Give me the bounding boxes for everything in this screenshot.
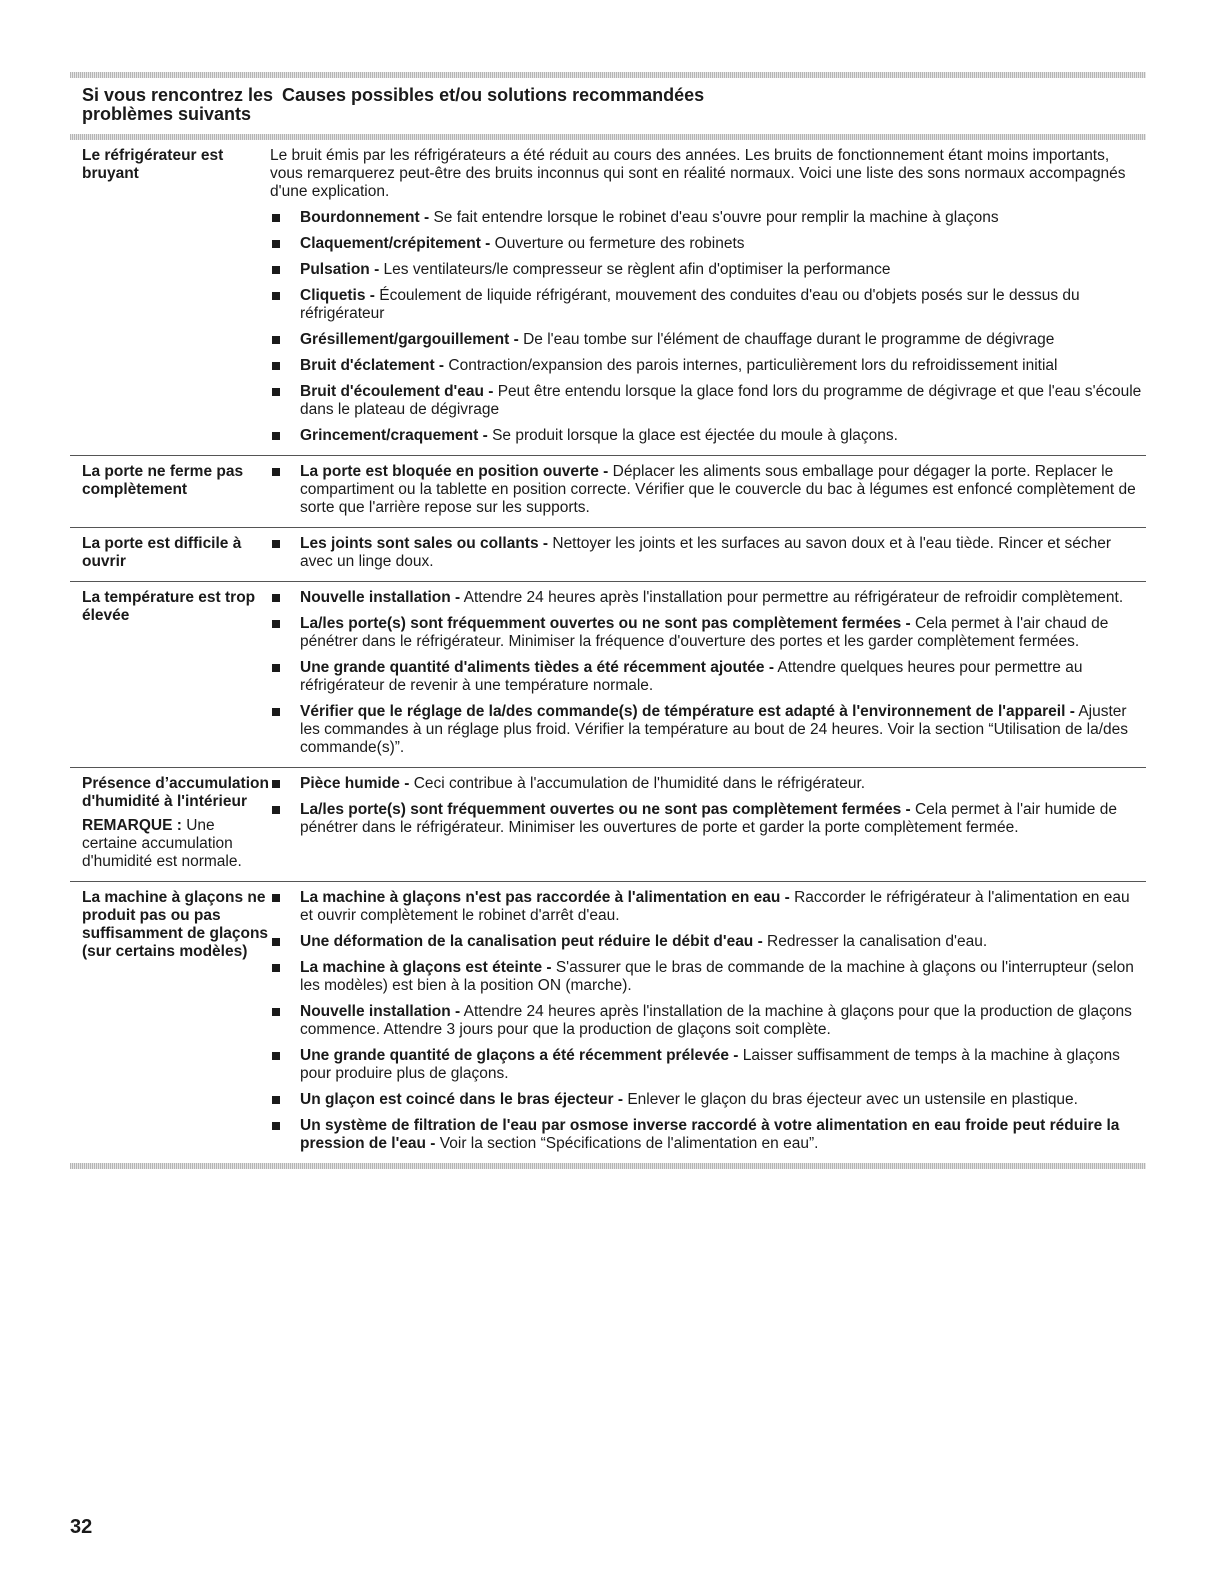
list-item bbox=[270, 1117, 1146, 1153]
item-text: Les ventilateurs/le compresseur se règlent afin d'optimiser la performance bbox=[379, 261, 891, 278]
list-item bbox=[270, 1091, 1146, 1109]
list-item bbox=[270, 463, 1146, 517]
item-title: Nouvelle installation - bbox=[300, 1003, 461, 1020]
note-label: REMARQUE : bbox=[82, 817, 182, 834]
table-body bbox=[70, 140, 1146, 1163]
table-row bbox=[70, 881, 1146, 1163]
item-title: La porte est bloquée en position ouverte - bbox=[300, 463, 609, 480]
item-text: Redresser la canalisation d'eau. bbox=[762, 933, 988, 950]
item-text: Attendre 24 heures après l'installation de la machine à glaçons pour que la production de glaçons commence. Attendre 3 jours pour que la production de glaçons soit complète. bbox=[300, 1003, 1132, 1038]
list-item bbox=[270, 383, 1146, 419]
item-title: Bruit d'écoulement d'eau - bbox=[300, 383, 494, 400]
item-text: Attendre quelques heures pour permettre au réfrigérateur de revenir à une température normale. bbox=[300, 659, 1083, 694]
item-text: Contraction/expansion des parois internes, particulièrement lors du refroidissement initial bbox=[444, 357, 1058, 374]
item-text: Ouverture ou fermeture des robinets bbox=[490, 235, 745, 252]
item-text: Cela permet à l'air humide de pénétrer dans le réfrigérateur. Minimiser les ouvertures de porte et garder la porte complètement fermée. bbox=[300, 801, 1117, 836]
solution-list bbox=[270, 889, 1146, 1153]
item-title: Une grande quantité de glaçons a été récemment prélevée - bbox=[300, 1047, 739, 1064]
list-item bbox=[270, 1003, 1146, 1039]
solution-cell bbox=[270, 147, 1146, 445]
item-title: La machine à glaçons n'est pas raccordée à l'alimentation en eau - bbox=[300, 889, 790, 906]
header-problem: Si vous rencontrez les problèmes suivants bbox=[82, 85, 274, 124]
problem-label: La machine à glaçons ne produit pas ou pas suffisamment de glaçons (sur certains modèles) bbox=[82, 889, 269, 960]
problem-label: La porte ne ferme pas complètement bbox=[82, 463, 244, 498]
problem-cell bbox=[70, 775, 270, 871]
item-title: Bourdonnement - bbox=[300, 209, 430, 226]
problem-cell bbox=[70, 147, 270, 445]
list-item bbox=[270, 261, 1146, 279]
note-text: Une certaine accumulation d'humidité est normale. bbox=[82, 817, 242, 870]
table-header bbox=[70, 78, 1146, 134]
solution-list bbox=[270, 463, 1146, 517]
list-item bbox=[270, 703, 1146, 757]
solution-cell bbox=[270, 775, 1146, 871]
solution-cell bbox=[270, 589, 1146, 757]
problem-label: Le réfrigérateur est bruyant bbox=[82, 147, 224, 182]
problem-label: La température est trop élevée bbox=[82, 589, 256, 624]
list-item bbox=[270, 933, 1146, 951]
item-text: Voir la section “Spécifications de l'alimentation en eau”. bbox=[435, 1135, 819, 1152]
item-title: Une grande quantité d'aliments tièdes a été récemment ajoutée - bbox=[300, 659, 774, 676]
list-item bbox=[270, 235, 1146, 253]
troubleshooting-table bbox=[70, 72, 1146, 1169]
item-text: Attendre 24 heures après l'installation pour permettre au réfrigérateur de refroidir complètement. bbox=[460, 589, 1124, 606]
item-text: S'assurer que le bras de commande de la machine à glaçons ou l'interrupteur (selon les modèles) est bien à la position ON (marche). bbox=[300, 959, 1134, 994]
item-title: Une déformation de la canalisation peut réduire le débit d'eau - bbox=[300, 933, 763, 950]
list-item bbox=[270, 775, 1146, 793]
item-title: La/les porte(s) sont fréquemment ouvertes ou ne sont pas complètement fermées - bbox=[300, 801, 911, 818]
item-title: Nouvelle installation - bbox=[300, 589, 461, 606]
problem-label: La porte est difficile à ouvrir bbox=[82, 535, 242, 570]
item-title: La/les porte(s) sont fréquemment ouvertes ou ne sont pas complètement fermées - bbox=[300, 615, 911, 632]
solution-list bbox=[270, 535, 1146, 571]
item-title: Grincement/craquement - bbox=[300, 427, 488, 444]
item-title: Un glaçon est coincé dans le bras éjecteur - bbox=[300, 1091, 624, 1108]
solution-cell bbox=[270, 463, 1146, 517]
page-number: 32 bbox=[70, 1516, 93, 1538]
table-row bbox=[70, 581, 1146, 767]
item-text: De l'eau tombe sur l'élément de chauffage durant le programme de dégivrage bbox=[518, 331, 1055, 348]
table-row bbox=[70, 455, 1146, 527]
item-text: Ceci contribue à l'accumulation de l'humidité dans le réfrigérateur. bbox=[409, 775, 866, 792]
note bbox=[82, 817, 270, 871]
header-solutions: Causes possibles et/ou solutions recommandées bbox=[282, 85, 705, 105]
solution-list bbox=[270, 775, 1146, 837]
item-title: Les joints sont sales ou collants - bbox=[300, 535, 549, 552]
item-title: Un système de filtration de l'eau par osmose inverse raccordé à votre alimentation en eau froide peut réduire la pression de l'eau - bbox=[300, 1117, 1120, 1152]
list-item bbox=[270, 357, 1146, 375]
problem-label: Présence d’accumulation d'humidité à l'intérieur bbox=[82, 775, 269, 810]
item-title: Bruit d'éclatement - bbox=[300, 357, 445, 374]
solution-cell bbox=[270, 889, 1146, 1153]
table-row bbox=[70, 140, 1146, 455]
bottom-rule bbox=[70, 1163, 1146, 1169]
list-item bbox=[270, 287, 1146, 323]
table-row bbox=[70, 527, 1146, 581]
item-text: Peut être entendu lorsque la glace fond lors du programme de dégivrage et que l'eau s'écoule dans le plateau de dégivrage bbox=[300, 383, 1142, 418]
solution-cell bbox=[270, 535, 1146, 571]
problem-cell bbox=[70, 889, 270, 1153]
list-item bbox=[270, 427, 1146, 445]
solution-list bbox=[270, 589, 1146, 757]
item-title: La machine à glaçons est éteinte - bbox=[300, 959, 552, 976]
problem-cell bbox=[70, 535, 270, 571]
list-item bbox=[270, 589, 1146, 607]
item-text: Ajuster les commandes à un réglage plus froid. Vérifier la température au bout de 24 heures. Voir la section “Utilisation de la/des commande(s)”. bbox=[300, 703, 1128, 756]
list-item bbox=[270, 801, 1146, 837]
list-item bbox=[270, 209, 1146, 227]
item-text: Cela permet à l'air chaud de pénétrer dans le réfrigérateur. Minimiser la fréquence d'ouverture des portes et les garder complètement fermées. bbox=[300, 615, 1109, 650]
list-item bbox=[270, 331, 1146, 349]
item-text: Nettoyer les joints et les surfaces au savon doux et à l'eau tiède. Rincer et sécher avec un linge doux. bbox=[300, 535, 1112, 570]
item-title: Grésillement/gargouillement - bbox=[300, 331, 519, 348]
item-title: Pulsation - bbox=[300, 261, 380, 278]
list-item bbox=[270, 889, 1146, 925]
item-text: Raccorder le réfrigérateur à l'alimentation en eau et ouvrir complètement le robinet d'arrêt d'eau. bbox=[300, 889, 1130, 924]
list-item bbox=[270, 959, 1146, 995]
item-title: Pièce humide - bbox=[300, 775, 410, 792]
item-text: Enlever le glaçon du bras éjecteur avec un ustensile en plastique. bbox=[623, 1091, 1078, 1108]
item-text: Déplacer les aliments sous emballage pour dégager la porte. Replacer le compartiment ou la tablette en position correcte. Vérifier que le couvercle du bac à légumes est enfoncé complètement de sorte que l'arrière repose sur les supports. bbox=[300, 463, 1136, 516]
problem-cell bbox=[70, 589, 270, 757]
item-text: Se produit lorsque la glace est éjectée du moule à glaçons. bbox=[487, 427, 898, 444]
intro-text: Le bruit émis par les réfrigérateurs a été réduit au cours des années. Les bruits de fonctionnement étant moins importants, vous remarquerez peut-être des bruits inconnus qui sont en réalité normaux. Voici une liste des sons normaux accompagnés d'une explication. bbox=[270, 147, 1126, 200]
item-text: Laisser suffisamment de temps à la machine à glaçons pour produire plus de glaçons. bbox=[300, 1047, 1120, 1082]
item-title: Claquement/crépitement - bbox=[300, 235, 491, 252]
list-item bbox=[270, 1047, 1146, 1083]
table-row bbox=[70, 767, 1146, 881]
item-text: Écoulement de liquide réfrigérant, mouvement des conduites d'eau ou d'objets posés sur le dessus du réfrigérateur bbox=[300, 287, 1080, 322]
list-item bbox=[270, 615, 1146, 651]
solution-list bbox=[270, 209, 1146, 445]
list-item bbox=[270, 535, 1146, 571]
item-title: Cliquetis - bbox=[300, 287, 375, 304]
item-title: Vérifier que le réglage de la/des commande(s) de témpérature est adapté à l'environnement de l'appareil - bbox=[300, 703, 1075, 720]
item-text: Se fait entendre lorsque le robinet d'eau s'ouvre pour remplir la machine à glaçons bbox=[429, 209, 999, 226]
problem-cell bbox=[70, 463, 270, 517]
list-item bbox=[270, 659, 1146, 695]
